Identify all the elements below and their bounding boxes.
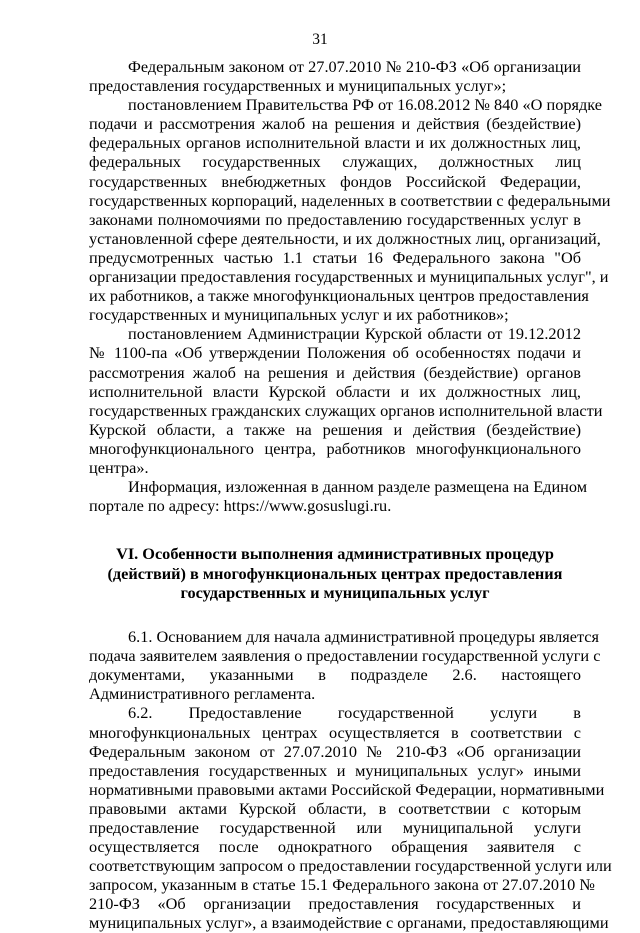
section-heading [89, 544, 581, 603]
paragraph-line: постановлением Правительства РФ от 16.08.2012 № 840 «О порядке [128, 95, 602, 115]
paragraph-line: постановлением Администрации Курской области от 19.12.2012 [128, 324, 581, 344]
paragraph-line: документами, указанными в подразделе 2.6. настоящего [89, 665, 581, 685]
document-body [89, 57, 612, 933]
paragraph-line: федеральных органов исполнительной власти и их должностных лиц, [89, 133, 581, 153]
paragraph-line: законами полномочиями по предоставлению государственных услуг в [89, 209, 581, 229]
paragraph-line: государственных и муниципальных услуг и их работников»; [89, 305, 509, 325]
paragraph [89, 57, 581, 95]
paragraph-line: 210-ФЗ «Об организации предоставления государственных и [89, 894, 581, 914]
paragraph-line: нормативными правовыми актами Российской Федерации, нормативными [89, 779, 605, 799]
paragraph-line: подача заявителем заявления о предоставлении государственной услуги с [89, 646, 601, 666]
paragraph-line: многофункционального центра, работников многофункционального [89, 438, 581, 458]
paragraph [89, 477, 588, 516]
paragraph [89, 95, 611, 325]
paragraph-line: правовыми актами Курской области, в соответствии с которым [89, 798, 581, 818]
paragraph-line: установленной сфере деятельности, и их должностных лиц, организаций, [89, 228, 601, 248]
paragraph-line: их работников, а также многофункциональных центров предоставления [89, 286, 589, 306]
paragraph-line: предусмотренных частью 1.1 статьи 16 Федерального закона "Об [89, 247, 581, 267]
paragraph [89, 627, 601, 704]
paragraph-line: предоставления государственных и муниципальных услуг»; [89, 76, 507, 96]
paragraph-line: № 1100-па «Об утверждении Положения об особенностях подачи и [89, 343, 581, 363]
paragraph-line: Федеральным законом от 27.07.2010 № 210-ФЗ «Об организации [128, 57, 581, 76]
paragraph-line: 6.1. Основанием для начала административной процедуры является [128, 627, 600, 647]
paragraph-line: государственных корпораций, наделенных в соответствии с федеральными [89, 190, 611, 210]
bottom-paragraphs [89, 627, 612, 933]
heading-line: государственных и муниципальных услуг [180, 583, 490, 603]
paragraph-line: портале по адресу: https://www.gosuslugi.ru. [89, 496, 392, 516]
paragraph-line: Курской области, а также на решения и действия (бездействие) [89, 419, 581, 439]
paragraph-line: Федеральным законом от 27.07.2010 № 210-ФЗ «Об организации [89, 741, 581, 761]
paragraph-line: соответствующим запросом о предоставлении государственной услуги или [89, 856, 612, 876]
paragraph-line: осуществляется после однократного обращения заявителя с [89, 837, 581, 857]
paragraph-line: центра». [89, 457, 149, 477]
paragraph-line: предоставление государственной или муниципальной услуги [89, 817, 581, 837]
paragraph-line: Информация, изложенная в данном разделе размещена на Едином [128, 477, 588, 497]
paragraph-line: предоставления государственных и муниципальных услуг» иными [89, 760, 581, 780]
paragraph-line: федеральных государственных служащих, должностных лиц [89, 152, 581, 172]
paragraph-line: организации предоставления государственных и муниципальных услуг", и [89, 267, 609, 287]
paragraph-line: запросом, указанным в статье 15.1 Федерального закона от 27.07.2010 № [89, 875, 595, 895]
paragraph [89, 324, 603, 477]
paragraph-line: муниципальных услуг», а взаимодействие с органами, предоставляющими [89, 913, 609, 933]
top-paragraphs [89, 57, 611, 516]
paragraph-line: многофункциональных центрах осуществляется в соответствии с [89, 722, 581, 742]
paragraph [89, 703, 612, 933]
paragraph-line: 6.2. Предоставление государственной услуги в [128, 703, 581, 723]
paragraph-line: Административного регламента. [89, 684, 316, 704]
paragraph-line: рассмотрения жалоб на решения и действия (бездействие) органов [89, 362, 581, 382]
heading-line: (действий) в многофункциональных центрах предоставления [107, 563, 563, 583]
page-number: 31 [312, 31, 328, 48]
paragraph-line: государственных гражданских служащих органов исполнительной власти [89, 400, 603, 420]
paragraph-line: подачи и рассмотрения жалоб на решения и действия (бездействие) [89, 114, 581, 134]
paragraph-line: исполнительной власти Курской области и их должностных лиц, [89, 381, 581, 401]
paragraph-line: государственных внебюджетных фондов Российской Федерации, [89, 171, 581, 191]
heading-line: VI. Особенности выполнения административных процедур [116, 544, 554, 564]
